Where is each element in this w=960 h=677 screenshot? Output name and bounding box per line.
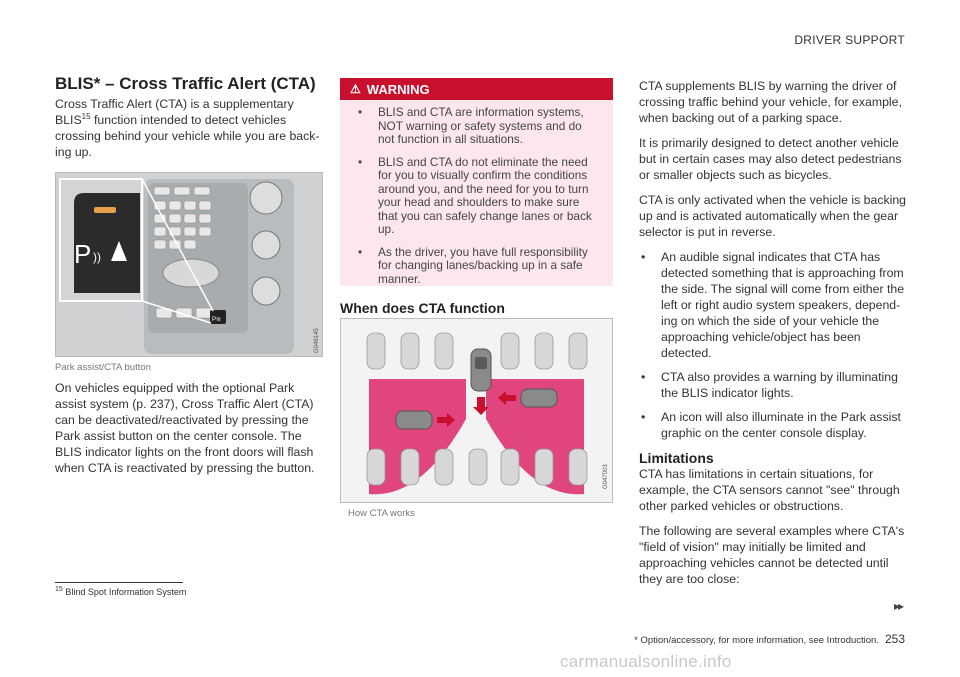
running-header: DRIVER SUPPORT <box>794 33 905 47</box>
warning-box <box>340 78 613 286</box>
warning-triangle-icon: ⚠ <box>350 82 361 96</box>
bullet-item: • An icon will also illuminate in the Park assist graphic on the center console display. <box>639 409 907 441</box>
svg-text:)): )) <box>93 250 101 264</box>
next-page-arrows-icon[interactable]: ▸▸ <box>894 599 903 613</box>
warning-header <box>340 78 613 100</box>
cta-bullet-list <box>639 249 907 441</box>
warning-item: • As the driver, you have full responsibility for changing lanes/backing up in a safe manner. <box>356 246 599 287</box>
warning-list <box>340 100 613 286</box>
footnote-number: 15 <box>55 586 63 593</box>
footer-note: * Option/accessory, for more information, see Introduction. <box>634 635 879 646</box>
image-code: G046145 <box>314 328 320 353</box>
section-heading: When does CTA function <box>340 300 505 316</box>
page-footer <box>634 632 905 646</box>
intro-text-2: function intended to detect vehicles crossing behind your vehicle while you are back-ing up. <box>55 113 320 159</box>
park-assist-photo <box>55 172 323 357</box>
intro-paragraph <box>55 96 323 160</box>
bullet-item: • CTA also provides a warning by illuminating the BLIS indicator lights. <box>639 369 907 401</box>
image-code: G047003 <box>603 464 609 489</box>
page-number: 253 <box>884 632 905 646</box>
paragraph: CTA is only activated when the vehicle is backing up and is activated automatically when the gear selector is put in reverse. <box>639 193 907 239</box>
footnote <box>55 587 186 597</box>
paragraph: CTA has limitations in certain situations, for example, the CTA sensors cannot "see" through other parked vehicles or obstructions. <box>639 467 900 513</box>
footnote-text: Blind Spot Information System <box>65 587 187 597</box>
warning-title: WARNING <box>366 81 430 97</box>
footnote-divider <box>55 582 183 583</box>
diagram-caption: How CTA works <box>348 508 415 519</box>
park-assist-paragraph: On vehicles equipped with the optional Park assist system (p. 237), Cross Traffic Alert (CTA) can be deactivated/reactivated by pressing the Park assist button on the center console. The BLIS indicator lights on the front doors will flash when CTA is reactivated by pressing the button. <box>55 381 315 475</box>
watermark[interactable]: carmanualsonline.info <box>560 652 732 671</box>
park-assist-button-label: P <box>74 239 92 269</box>
warning-item: • BLIS and CTA are information systems, NOT warning or safety systems and do not function in all situations. <box>356 106 599 147</box>
paragraph: The following are several examples where CTA's "field of vision" may initially be limited and approaching vehicles cannot be detected until they are too close: <box>639 524 905 586</box>
paragraph: CTA supplements BLIS by warning the driver of crossing traffic behind your vehicle, for example, when backing out of a parking space. <box>639 79 902 125</box>
bullet-item: • An audible signal indicates that CTA has detected something that is approaching from the side. The signal will come from either the left or right audio system speakers, depend-ing on which the side of your vehicle the approaching vehicle/object has been detected. <box>639 249 907 361</box>
intro-text-1: Cross Traffic Alert (CTA) is a supplementary BLIS <box>55 97 294 127</box>
footnote-ref[interactable]: 15 <box>81 111 91 121</box>
right-column <box>639 78 907 596</box>
limitations-heading: Limitations <box>639 450 714 466</box>
photo-caption: Park assist/CTA button <box>55 362 151 373</box>
page-title: BLIS* – Cross Traffic Alert (CTA) <box>55 74 316 93</box>
svg-text:P≋: P≋ <box>212 317 222 323</box>
paragraph: It is primarily designed to detect another vehicle but in certain cases may also detect pedestrians or smaller objects such as bicycles. <box>639 136 902 182</box>
cta-diagram <box>340 318 613 503</box>
warning-item: • BLIS and CTA do not eliminate the need for you to visually confirm the conditions around you, and the need for you to turn your head and shoulders to make sure that you can safely change lanes or back up. <box>356 156 599 237</box>
